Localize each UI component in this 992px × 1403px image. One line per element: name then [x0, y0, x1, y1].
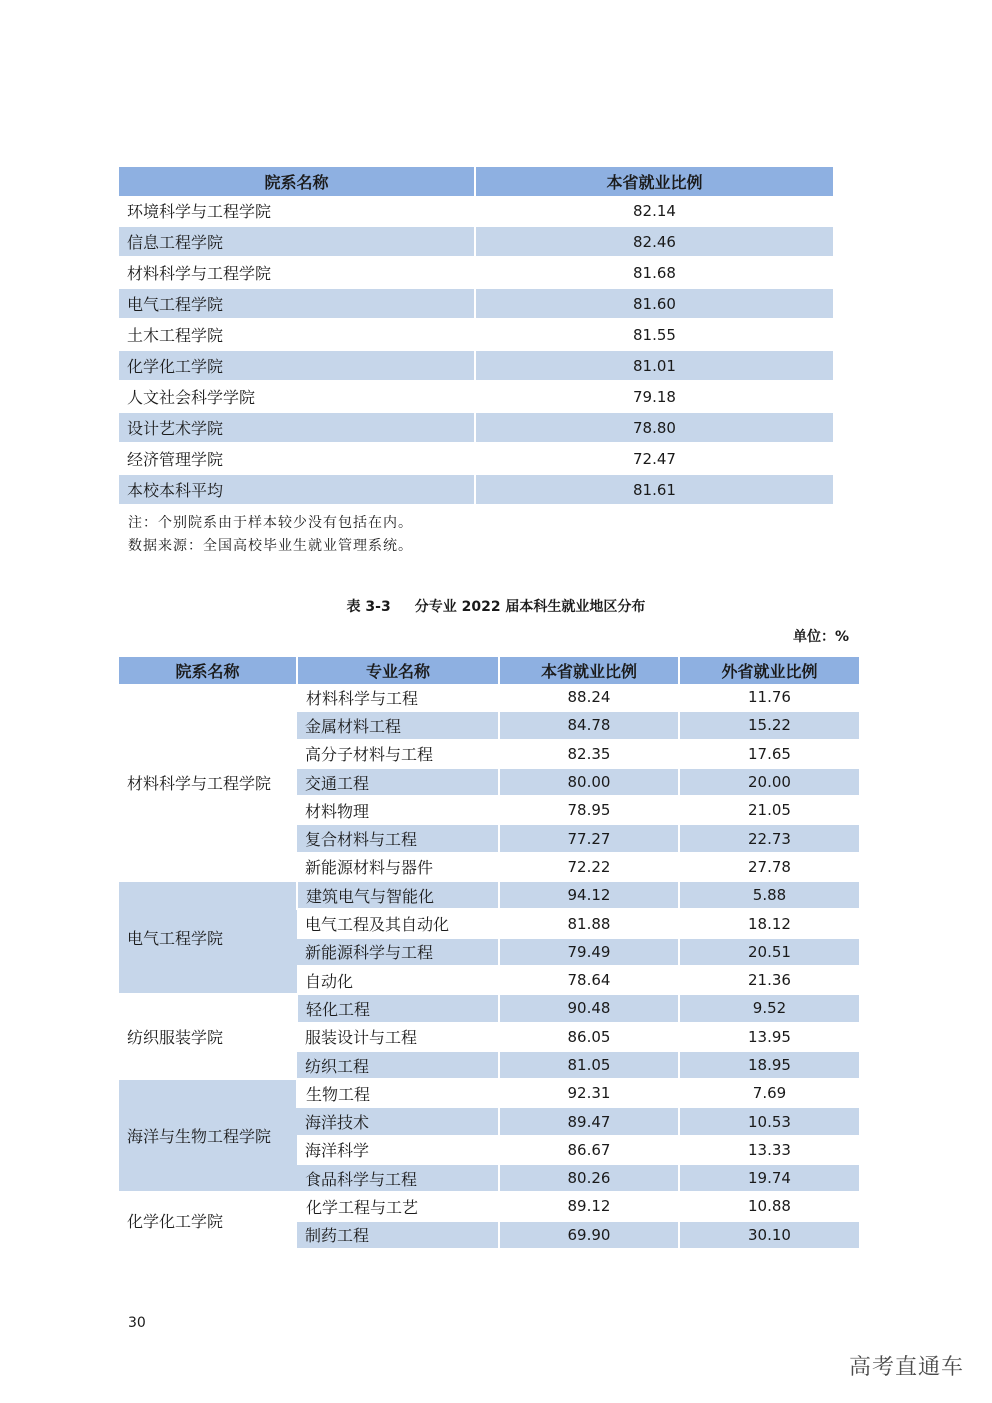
local-ratio-cell: 86.05: [499, 1023, 679, 1051]
other-province-ratio-cell: 21.05: [679, 796, 859, 824]
college-name-cell: 环境科学与工程学院: [127, 202, 272, 221]
table-row: [119, 1192, 859, 1220]
local-ratio-cell: 81.68: [475, 257, 833, 288]
column-header-other-province-ratio: 外省就业比例: [679, 657, 859, 684]
table-row: [119, 226, 833, 257]
major-name-cell: 纺织工程: [297, 1051, 499, 1079]
other-province-ratio-cell: 10.53: [679, 1107, 859, 1135]
local-ratio-cell: 81.55: [475, 319, 833, 350]
table-row: [119, 288, 833, 319]
table-row: [119, 412, 833, 443]
local-ratio-cell: 80.26: [499, 1164, 679, 1192]
major-name-cell: 新能源科学与工程: [297, 938, 499, 966]
local-ratio-cell: 82.14: [475, 196, 833, 226]
local-ratio-cell: 79.49: [499, 938, 679, 966]
table-row: [119, 881, 859, 909]
local-ratio-cell: 89.12: [499, 1192, 679, 1220]
major-name-cell: 高分子材料与工程: [297, 740, 499, 768]
major-name-cell: 新能源材料与器件: [297, 853, 499, 881]
local-ratio-cell: 78.95: [499, 796, 679, 824]
major-name-cell: 食品科学与工程: [297, 1164, 499, 1192]
local-ratio-cell: 78.64: [499, 966, 679, 994]
table-row: [119, 381, 833, 412]
college-name-cell: 设计艺术学院: [119, 412, 475, 443]
major-name-cell: 建筑电气与智能化: [297, 881, 499, 909]
page-number: 30: [128, 1315, 146, 1331]
major-name-cell: 生物工程: [297, 1079, 499, 1107]
table-row: [119, 257, 833, 288]
major-name-cell: 服装设计与工程: [297, 1023, 499, 1051]
major-name-cell: 材料科学与工程: [297, 684, 499, 711]
college-name-cell: 化学化工学院: [119, 350, 475, 381]
local-ratio-cell: 81.05: [499, 1051, 679, 1079]
table-row: [119, 994, 859, 1022]
other-province-ratio-cell: 17.65: [679, 740, 859, 768]
major-name-cell: 海洋科学: [297, 1136, 499, 1164]
table-caption-title: 分专业 2022 届本科生就业地区分布: [414, 599, 646, 615]
other-province-ratio-cell: 22.73: [679, 824, 859, 852]
major-name-cell: 化学工程与工艺: [297, 1192, 499, 1220]
other-province-ratio-cell: 19.74: [679, 1164, 859, 1192]
major-employment-region-table: [119, 657, 859, 1248]
table-row: [119, 684, 859, 711]
other-province-ratio-cell: 21.36: [679, 966, 859, 994]
table-note: 注：个别院系由于样本较少没有包括在内。: [128, 515, 413, 531]
college-name-cell: 经济管理学院: [119, 443, 475, 474]
major-name-cell: 电气工程及其自动化: [297, 909, 499, 937]
column-header-local-ratio: 本省就业比例: [475, 167, 833, 196]
major-name-cell: 复合材料与工程: [297, 824, 499, 852]
local-ratio-cell: 82.35: [499, 740, 679, 768]
major-name-cell: 轻化工程: [297, 994, 499, 1022]
local-ratio-cell: 92.31: [499, 1079, 679, 1107]
local-ratio-cell: 81.60: [475, 288, 833, 319]
unit-label: 单位：%: [792, 629, 849, 645]
column-header-local-ratio: 本省就业比例: [499, 657, 679, 684]
college-name-cell: 化学化工学院: [119, 1192, 297, 1248]
other-province-ratio-cell: 15.22: [679, 711, 859, 739]
data-source-note: 数据来源：全国高校毕业生就业管理系统。: [128, 538, 413, 554]
local-ratio-cell: 86.67: [499, 1136, 679, 1164]
column-header-major: 专业名称: [297, 657, 499, 684]
college-name-cell: 电气工程学院: [119, 288, 475, 319]
other-province-ratio-cell: 7.69: [679, 1079, 859, 1107]
other-province-ratio-cell: 11.76: [679, 684, 859, 711]
local-ratio-cell: 84.78: [499, 711, 679, 739]
local-ratio-cell: 72.22: [499, 853, 679, 881]
table-row: [119, 474, 833, 504]
other-province-ratio-cell: 30.10: [679, 1221, 859, 1248]
local-ratio-cell: 89.47: [499, 1107, 679, 1135]
watermark: 高考直通车: [848, 1355, 964, 1380]
local-ratio-cell: 77.27: [499, 824, 679, 852]
local-ratio-cell: 94.12: [499, 881, 679, 909]
table-row: [119, 319, 833, 350]
college-name-cell: 本校本科平均: [119, 474, 475, 504]
college-name-cell: 海洋与生物工程学院: [119, 1079, 297, 1192]
college-name-cell: 材料科学与工程学院: [119, 257, 475, 288]
local-ratio-cell: 90.48: [499, 994, 679, 1022]
other-province-ratio-cell: 5.88: [679, 881, 859, 909]
college-name-cell: 电气工程学院: [119, 881, 297, 994]
other-province-ratio-cell: 27.78: [679, 853, 859, 881]
local-ratio-cell: 72.47: [475, 443, 833, 474]
local-ratio-cell: 69.90: [499, 1221, 679, 1248]
local-ratio-cell: 81.88: [499, 909, 679, 937]
table-caption-number: 表 3-3: [346, 599, 391, 615]
major-name-cell: 制药工程: [297, 1221, 499, 1248]
major-name-cell: 海洋技术: [297, 1107, 499, 1135]
college-name-cell: 人文社会科学学院: [119, 381, 475, 412]
major-name-cell: 交通工程: [297, 768, 499, 796]
table-row: [119, 443, 833, 474]
college-name-cell: 材料科学与工程学院: [119, 684, 297, 881]
table-header-row: [119, 657, 859, 684]
local-ratio-cell: 79.18: [475, 381, 833, 412]
other-province-ratio-cell: 13.33: [679, 1136, 859, 1164]
other-province-ratio-cell: 18.12: [679, 909, 859, 937]
table-header-row: [119, 167, 833, 196]
local-ratio-cell: 81.01: [475, 350, 833, 381]
local-ratio-cell: 88.24: [499, 684, 679, 711]
other-province-ratio-cell: 20.00: [679, 768, 859, 796]
local-ratio-cell: 80.00: [499, 768, 679, 796]
major-name-cell: 自动化: [297, 966, 499, 994]
column-header-college: 院系名称: [119, 167, 475, 196]
column-header-college: 院系名称: [119, 657, 297, 684]
other-province-ratio-cell: 13.95: [679, 1023, 859, 1051]
college-local-employment-table: [119, 167, 833, 504]
major-name-cell: 金属材料工程: [297, 711, 499, 739]
table-row: [119, 350, 833, 381]
college-name-cell: 信息工程学院: [119, 226, 475, 257]
college-name-cell: 纺织服装学院: [119, 994, 297, 1079]
other-province-ratio-cell: 9.52: [679, 994, 859, 1022]
major-name-cell: 材料物理: [297, 796, 499, 824]
other-province-ratio-cell: 10.88: [679, 1192, 859, 1220]
table-row: [119, 196, 833, 226]
other-province-ratio-cell: 20.51: [679, 938, 859, 966]
other-province-ratio-cell: 18.95: [679, 1051, 859, 1079]
college-name-cell: 土木工程学院: [119, 319, 475, 350]
local-ratio-cell: 81.61: [475, 474, 833, 504]
table-caption: [0, 596, 992, 616]
table-row: [119, 1079, 859, 1107]
local-ratio-cell: 78.80: [475, 412, 833, 443]
local-ratio-cell: 82.46: [475, 226, 833, 257]
